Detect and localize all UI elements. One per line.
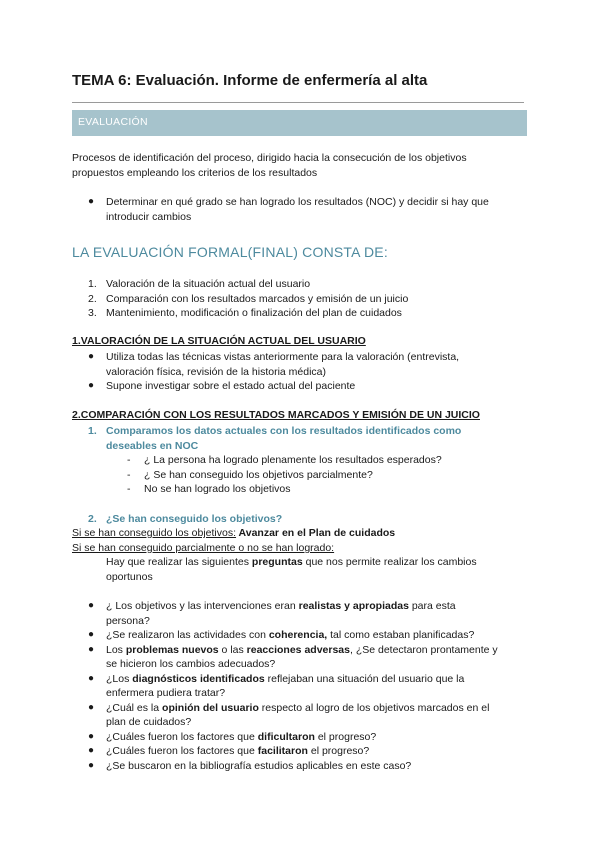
intro-paragraph bbox=[72, 151, 467, 180]
section-2-item-2: 2. ¿Se han conseguido los objetivos? bbox=[88, 513, 283, 525]
intro-line: Procesos de identificación del proceso, dirigido hacia la consecución de los objetivos bbox=[72, 152, 467, 164]
list-item: 2. Comparación con los resultados marcados y emisión de un juicio bbox=[88, 292, 409, 305]
list-item-text: No se han logrado los objetivos bbox=[144, 483, 291, 495]
formal-heading: LA EVALUACIÓN FORMAL(FINAL) CONSTA DE: bbox=[72, 244, 388, 260]
bullet-icon: ● bbox=[88, 196, 95, 207]
section-2-heading: 2.COMPARACIÓN CON LOS RESULTADOS MARCADOS Y EMISIÓN DE UN JUICIO bbox=[72, 409, 480, 421]
bullet-text: introducir cambios bbox=[106, 210, 192, 223]
list-item: ● ¿ Los objetivos y las intervenciones eran realistas y apropiadas para esta persona? bbox=[88, 600, 456, 627]
list-item: - ¿ Se han conseguido los objetivos parcialmente? bbox=[127, 468, 373, 481]
steps-list bbox=[88, 277, 409, 321]
document-title: TEMA 6: Evaluación. Informe de enfermería al alta bbox=[72, 72, 428, 89]
list-item-text: Comparamos los datos actuales con los resultados identificados como bbox=[106, 425, 462, 437]
banner-label: EVALUACIÓN bbox=[78, 116, 148, 128]
section-1-bullets bbox=[88, 350, 460, 394]
list-item-text: deseables en NOC bbox=[106, 439, 199, 452]
list-item: 1. Valoración de la situación actual del usuario bbox=[88, 278, 311, 290]
list-item: ● ¿Se realizaron las actividades con coherencia, tal como estaban planificadas? bbox=[88, 629, 475, 641]
intro-bullet bbox=[88, 195, 489, 224]
list-item: ● ¿Los diagnósticos identificados reflejaban una situación del usuario que la enfermera pudiera tratar? bbox=[88, 672, 465, 699]
list-item: ● ¿Cuáles fueron los factores que facilitaron el progreso? bbox=[88, 745, 370, 757]
section-1-heading: 1.VALORACIÓN DE LA SITUACIÓN ACTUAL DEL USUARIO bbox=[72, 335, 366, 347]
list-item: ● ¿Se buscaron en la bibliografía estudios aplicables en este caso? bbox=[88, 759, 412, 772]
list-item-text: Utiliza todas las técnicas vistas anteriormente para la valoración (entrevista, bbox=[106, 351, 460, 363]
list-item-text: Supone investigar sobre el estado actual del paciente bbox=[106, 380, 356, 392]
section-2-item-1: 1. Comparamos los datos actuales con los resultados identificados como deseables en NOC bbox=[88, 425, 462, 452]
list-item-text: Comparación con los resultados marcados y emisión de un juicio bbox=[106, 292, 409, 305]
list-item-text: Mantenimiento, modificación o finalización del plan de cuidados bbox=[106, 307, 402, 319]
list-item: - No se han logrado los objetivos bbox=[127, 483, 291, 495]
list-item: - ¿ La persona ha logrado plenamente los resultados esperados? bbox=[127, 454, 442, 466]
list-item-text: ¿ Se han conseguido los objetivos parcialmente? bbox=[144, 468, 373, 481]
list-item-text: ¿ La persona ha logrado plenamente los resultados esperados? bbox=[144, 454, 442, 466]
list-item-text: ¿Se han conseguido los objetivos? bbox=[106, 513, 283, 525]
list-item-text: Valoración de la situación actual del usuario bbox=[106, 278, 311, 290]
list-item-text: valoración física, revisión de la historia médica) bbox=[106, 365, 327, 378]
list-item bbox=[88, 379, 459, 394]
bullet-icon: ● bbox=[88, 672, 95, 684]
partial-line: Si se han conseguido parcialmente o no se han logrado: bbox=[72, 542, 335, 554]
intro-line: propuestos empleando los criterios de los resultados bbox=[72, 166, 318, 179]
section-2-sublist bbox=[127, 453, 442, 497]
bullet-text: Determinar en qué grado se han logrado los resultados (NOC) y decidir si hay que bbox=[106, 196, 489, 208]
questions-intro: Hay que realizar las siguientes preguntas que nos permite realizar los cambios oportunos bbox=[106, 556, 477, 583]
section-banner bbox=[72, 110, 527, 136]
bullet-icon: ● bbox=[88, 351, 95, 362]
achieved-line: Si se han conseguido los objetivos: Avanzar en el Plan de cuidados bbox=[72, 527, 396, 539]
list-item bbox=[88, 350, 460, 379]
list-item: 3. Mantenimiento, modificación o finalización del plan de cuidados bbox=[88, 307, 402, 319]
bullet-icon: ● bbox=[88, 380, 95, 391]
bullet-icon: ● bbox=[88, 600, 95, 611]
list-item: ● ¿Cuáles fueron los factores que dificultaron el progreso? bbox=[88, 730, 377, 743]
questions-list bbox=[88, 599, 526, 773]
title-divider bbox=[72, 102, 524, 103]
bullet-icon: ● bbox=[88, 629, 95, 640]
bullet-icon: ● bbox=[88, 759, 95, 771]
bullet-icon: ● bbox=[88, 745, 95, 756]
list-item: ● Los problemas nuevos o las reacciones adversas, ¿Se detectaron prontamente y se hicieron los cambios adecuados? bbox=[88, 643, 498, 670]
bullet-icon: ● bbox=[88, 643, 95, 655]
bullet-icon: ● bbox=[88, 701, 95, 713]
bullet-icon: ● bbox=[88, 730, 95, 742]
list-item: ● ¿Cuál es la opinión del usuario respecto al logro de los objetivos marcados en el plan de cuidados? bbox=[88, 701, 490, 728]
